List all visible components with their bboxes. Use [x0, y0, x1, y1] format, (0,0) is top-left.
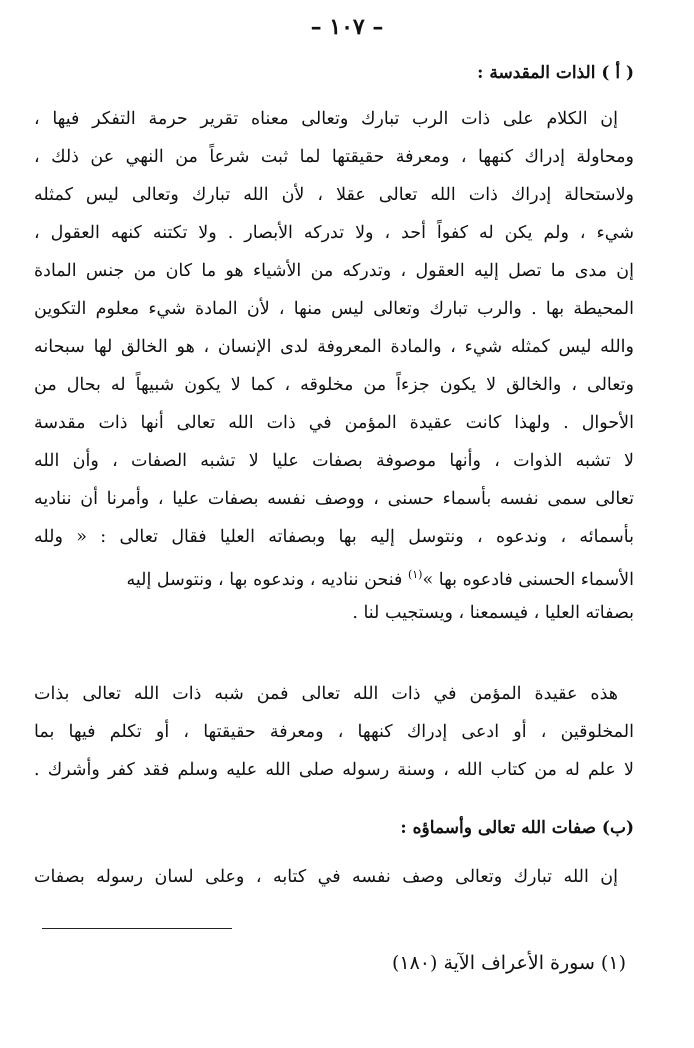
section-b-heading: (ب) صفات الله تعالى وأسماؤه : — [400, 818, 634, 838]
text-line: ومحاولة إدراك كنهها ، ومعرفة حقيقتها لما ثبت شرعاً من النهي عن ذلك ، — [34, 147, 634, 167]
footnote-divider — [42, 928, 232, 929]
line-continuation: فنحن نناديه ، وندعوه بها ، ونتوسل إليه — [126, 569, 403, 590]
text-line: بصفاته العليا ، فيسمعنا ، ويستجيب لنا . — [352, 603, 634, 623]
section-b-paragraph — [34, 858, 634, 896]
text-line: الأحوال . ولهذا كانت عقيدة المؤمن في ذات الله تعالى أنها ذات مقدسة — [34, 413, 634, 433]
text-line: لا تشبه الذوات ، وأنها موصوفة بصفات عليا لا تشبه الصفات ، وأن الله — [34, 451, 634, 471]
footnote: (١) سورة الأعراف الآية (١٨٠) — [391, 952, 626, 974]
page-number: – ١٠٧ – — [310, 14, 384, 40]
quote-text: الأسماء الحسنى فادعوه بها » — [422, 569, 634, 590]
text-line: ولاستحالة إدراك ذات الله تعالى عقلا ، لأن الله تبارك وتعالى ليس كمثله — [34, 185, 634, 205]
text-line: المخلوقين ، أو ادعى إدراك كنهها ، ومعرفة حقيقتها ، أو تكلم فيها بما — [34, 722, 634, 742]
text-line: وتعالى ، والخالق لا يكون جزءاً من مخلوقه ، كما لا يكون شبيهاً له بحال من — [34, 375, 634, 395]
text-line: إن مدى ما تصل إليه العقول ، وتدركه من الأشياء هو ما كان من جنس المادة — [34, 261, 634, 281]
text-line: إن الكلام على ذات الرب تبارك وتعالى معناه تقرير حرمة التفكر فيها ، — [34, 109, 618, 129]
text-line: إن الله تبارك وتعالى وصف نفسه في كتابه ، وعلى لسان رسوله بصفات — [34, 867, 618, 887]
text-line: والله ليس كمثله شيء ، والمادة المعروفة لدى الإنسان ، هو الخالق لها سبحانه — [34, 337, 634, 357]
text-line: هذه عقيدة المؤمن في ذات الله تعالى فمن شبه ذات الله تعالى بذات — [34, 684, 618, 704]
text-line: شيء ، ولم يكن له كفواً أحد ، ولا تدركه الأبصار . ولا تكتنه كنهه العقول ، — [34, 223, 634, 243]
text-line: المحيطة بها . والرب تبارك وتعالى ليس منها ، لأن المادة شيء معلوم التكوين — [34, 299, 634, 319]
text-line: لا علم له من كتاب الله ، وسنة رسوله صلى الله عليه وسلم فقد كفر وأشرك . — [34, 760, 634, 780]
section-a-paragraph — [34, 100, 634, 632]
section-a-closing-paragraph — [34, 675, 634, 789]
text-line-with-footnote — [34, 556, 634, 594]
footnote-marker: (١) — [407, 568, 423, 581]
text-line: بأسمائه ، وندعوه ، ونتوسل إليه بها وبصفاته العليا فقال تعالى : « ولله — [34, 527, 634, 547]
section-a-heading: ( أ ) الذات المقدسة : — [477, 63, 634, 83]
text-line: تعالى سمى نفسه بأسماء حسنى ، ووصف نفسه بصفات عليا ، وأمرنا أن نناديه — [34, 489, 634, 509]
